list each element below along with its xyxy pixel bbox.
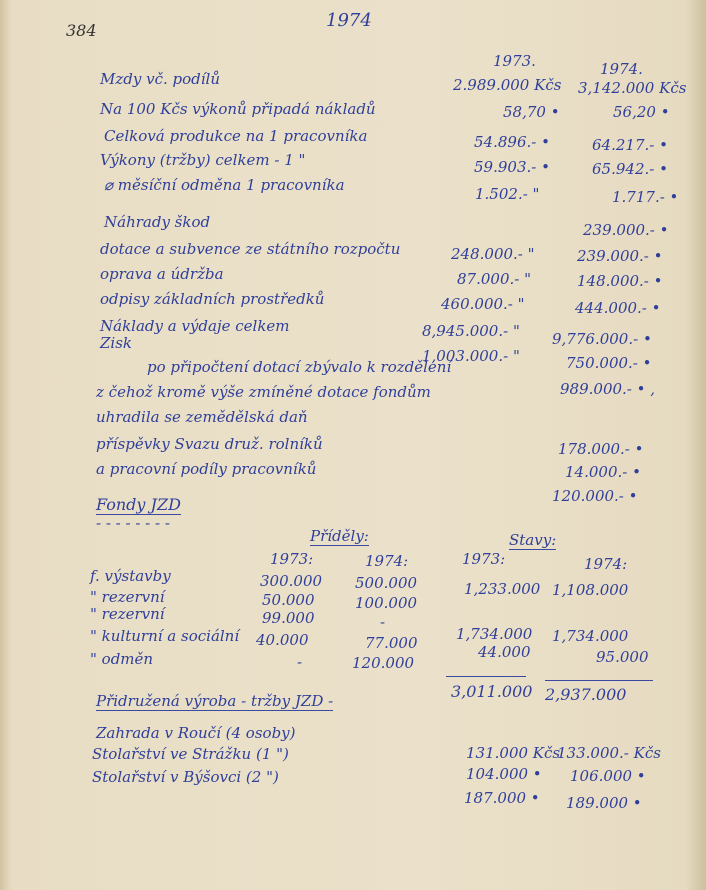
fund-alloc-1974: - (380, 613, 386, 631)
fund-alloc-1973: 50.000 (262, 591, 315, 609)
funds-subheader: 1973: (462, 550, 506, 568)
row-value-1974: 148.000.- • (577, 272, 663, 290)
remark-line: příspěvky Svazu druž. rolníků (96, 435, 323, 453)
funds-subheader: 1974: (365, 552, 409, 570)
row-value-1973: 248.000.- " (451, 245, 535, 263)
row-label: Zisk (100, 334, 133, 352)
side-production-1973: 131.000 Kčs (466, 744, 561, 762)
fund-balance-1974: 95.000 (596, 648, 649, 666)
row-label: Mzdy vč. podílů (100, 70, 221, 88)
page-number: 384 (66, 21, 97, 40)
side-production-1973: 104.000 • (466, 765, 542, 783)
row-value-1974: 65.942.- • (592, 160, 668, 178)
row-label: dotace a subvence ze státního rozpočtu (100, 240, 401, 258)
funds-subheader: 1973: (270, 550, 314, 568)
row-value-1973: 460.000.- " (441, 295, 525, 313)
fund-balance-1974: 1,108.000 (552, 581, 629, 599)
fund-balance-1973: 1,734.000 (456, 625, 533, 643)
fund-alloc-1974: 100.000 (355, 594, 418, 612)
row-label: oprava a údržba (100, 265, 224, 283)
fund-label: f. výstavby (90, 567, 171, 585)
side-production-label: Zahrada v Roučí (4 osoby) (96, 724, 296, 742)
remark-line: z čehož kromě výše zmíněné dotace fondům (96, 383, 431, 401)
remark-value: 989.000.- • , (560, 380, 656, 398)
row-value-1974: 750.000.- • (566, 354, 652, 372)
remark-value: 178.000.- • (558, 440, 644, 458)
funds-balances-header: Stavy: (509, 531, 557, 549)
row-value-1974: 239.000.- • (583, 221, 669, 239)
side-production-title: Přidružená výroba - tržby JZD - (96, 692, 334, 710)
side-production-1974: 133.000.- Kčs (557, 744, 661, 762)
funds-total-1974: 2,937.000 (545, 685, 627, 704)
row-value-1973: 54.896.- • (474, 133, 550, 151)
side-production-1974: 106.000 • (570, 767, 646, 785)
row-value-1974: 1.717.- • (612, 188, 679, 206)
side-production-1973: 187.000 • (464, 789, 540, 807)
remark-value: 120.000.- • (552, 487, 638, 505)
row-value-1973: 8,945.000.- " (422, 322, 520, 340)
row-value-1974: 56,20 • (613, 103, 670, 121)
row-label: ⌀ měsíční odměna 1 pracovníka (104, 176, 345, 194)
fund-alloc-1974: 500.000 (355, 574, 418, 592)
year-heading: 1974 (326, 10, 372, 31)
row-value-1974: 3,142.000 Kčs (578, 79, 687, 97)
row-value-1973: 58,70 • (503, 103, 560, 121)
row-label: Celková produkce na 1 pracovníka (104, 127, 368, 145)
remark-value: 14.000.- • (565, 463, 641, 481)
row-value-1974: 444.000.- • (575, 299, 661, 317)
fund-alloc-1973: 300.000 (260, 572, 323, 590)
row-value-1974: 9,776.000.- • (552, 330, 652, 348)
remark-line: a pracovní podíly pracovníků (96, 460, 317, 478)
row-label: Náklady a výdaje celkem (100, 317, 290, 335)
side-production-label: Stolařství v Býšovci (2 ") (92, 768, 279, 786)
side-production-label: Stolařství ve Strážku (1 ") (92, 745, 289, 763)
funds-title: Fondy JZD (96, 495, 181, 514)
col-header-1973: 1973. (493, 52, 536, 70)
row-value-1974: 239.000.- • (577, 247, 663, 265)
row-value-1973: 1,003.000.- " (422, 347, 520, 365)
fund-alloc-1973: 40.000 (256, 631, 309, 649)
remark-line: uhradila se zemědělská daň (96, 408, 308, 426)
row-value-1973: 1.502.- " (475, 185, 540, 203)
row-value-1973: 87.000.- " (457, 270, 531, 288)
fund-alloc-1974: 77.000 (365, 634, 418, 652)
fund-alloc-1973: 99.000 (262, 609, 315, 627)
row-label: Na 100 Kčs výkonů připadá nákladů (100, 100, 376, 118)
funds-dashes: - - - - - - - - (96, 514, 170, 532)
row-value-1973: 2.989.000 Kčs (453, 76, 562, 94)
col-header-1974: 1974. (600, 60, 643, 78)
fund-label: " rezervní (90, 605, 165, 623)
fund-label: " kulturní a sociální (90, 627, 240, 645)
funds-total-rule-1973 (446, 676, 526, 677)
fund-alloc-1974: 120.000 (352, 654, 415, 672)
row-label: Výkony (tržby) celkem - 1 " (100, 151, 306, 169)
fund-label: " rezervní (90, 588, 165, 606)
funds-total-1973: 3,011.000 (451, 682, 533, 701)
row-value-1973: 59.903.- • (474, 158, 550, 176)
fund-label: " odměn (90, 650, 154, 668)
remark-line: po připočtení dotací zbývalo k rozdělení (147, 358, 452, 376)
side-production-1974: 189.000 • (566, 794, 642, 812)
row-value-1974: 64.217.- • (592, 136, 668, 154)
funds-total-rule-1974 (545, 680, 653, 681)
row-label: odpisy základních prostředků (100, 290, 325, 308)
funds-allocations-header: Příděly: (310, 527, 369, 545)
fund-balance-1973: 44.000 (478, 643, 531, 661)
fund-balance-1974: 1,734.000 (552, 627, 629, 645)
fund-balance-1973: 1,233.000 (464, 580, 541, 598)
fund-alloc-1973: - (297, 653, 303, 671)
funds-subheader: 1974: (584, 555, 628, 573)
row-label: Náhrady škod (104, 213, 211, 231)
